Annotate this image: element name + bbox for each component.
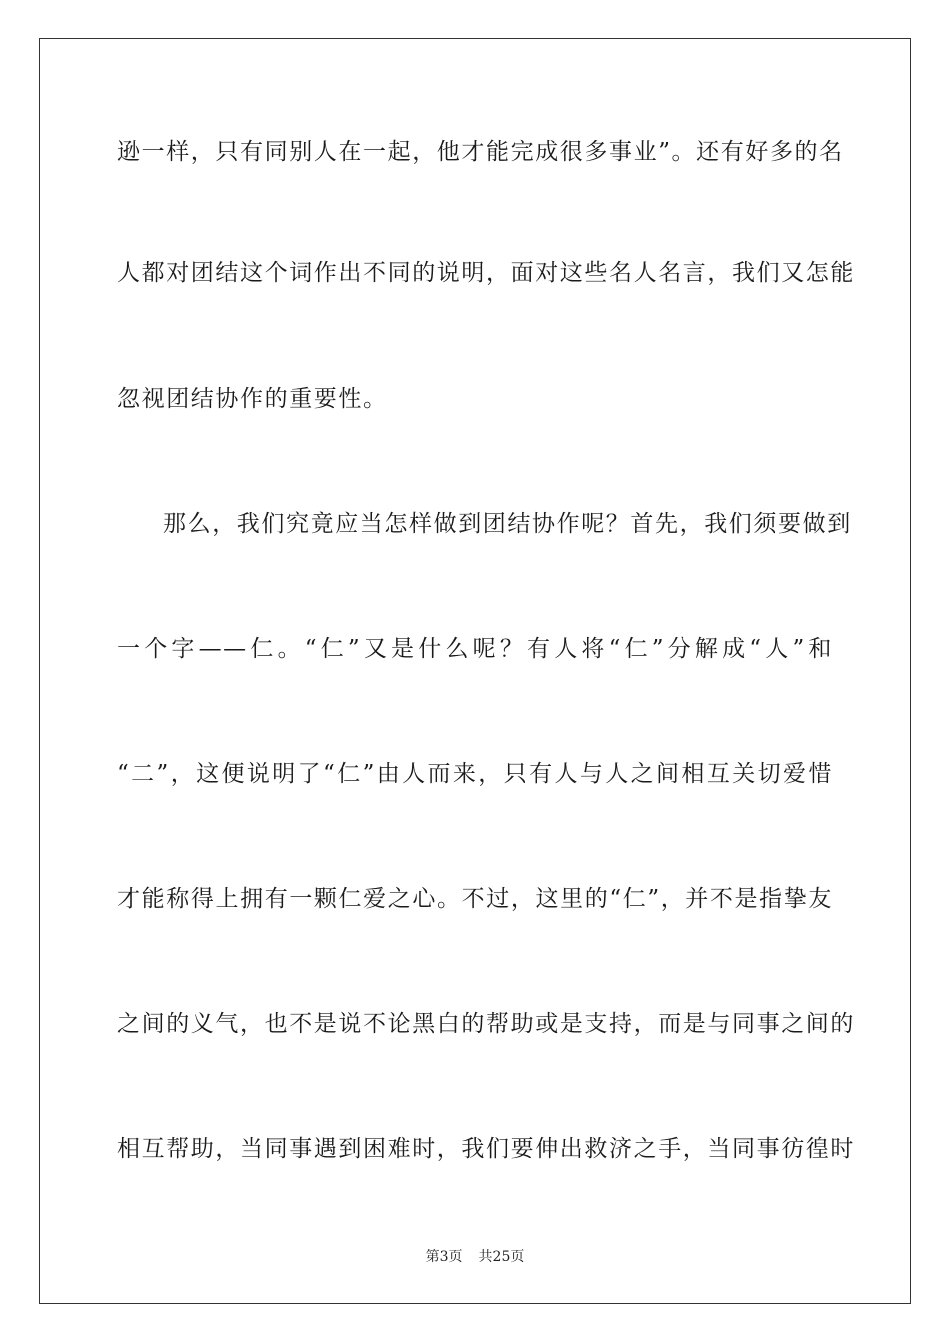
text-line: 之间的义气，也不是说不论黑白的帮助或是支持，而是与同事之间的 bbox=[117, 1011, 855, 1037]
page-footer bbox=[0, 1248, 950, 1266]
page-total: 共25页 bbox=[478, 1249, 525, 1265]
page-border bbox=[39, 38, 911, 1304]
text-line: 一个字——仁。“仁”又是什么呢？有人将“仁”分解成“人”和 bbox=[117, 636, 833, 662]
text-line: 忽视团结协作的重要性。 bbox=[117, 386, 388, 412]
page-number: 第3页 bbox=[425, 1249, 463, 1265]
text-line: 逊一样，只有同别人在一起，他才能完成很多事业”。还有好多的名 bbox=[117, 139, 844, 165]
text-line: 相互帮助，当同事遇到困难时，我们要伸出救济之手，当同事彷徨时 bbox=[117, 1136, 855, 1162]
text-line: 那么，我们究竟应当怎样做到团结协作呢？首先，我们须要做到 bbox=[163, 511, 852, 537]
text-line: 人都对团结这个词作出不同的说明，面对这些名人名言，我们又怎能 bbox=[117, 260, 855, 286]
text-line: 才能称得上拥有一颗仁爱之心。不过，这里的“仁”，并不是指挚友 bbox=[117, 886, 833, 912]
text-line: “二”，这便说明了“仁”由人而来，只有人与人之间相互关切爱惜 bbox=[117, 761, 833, 787]
